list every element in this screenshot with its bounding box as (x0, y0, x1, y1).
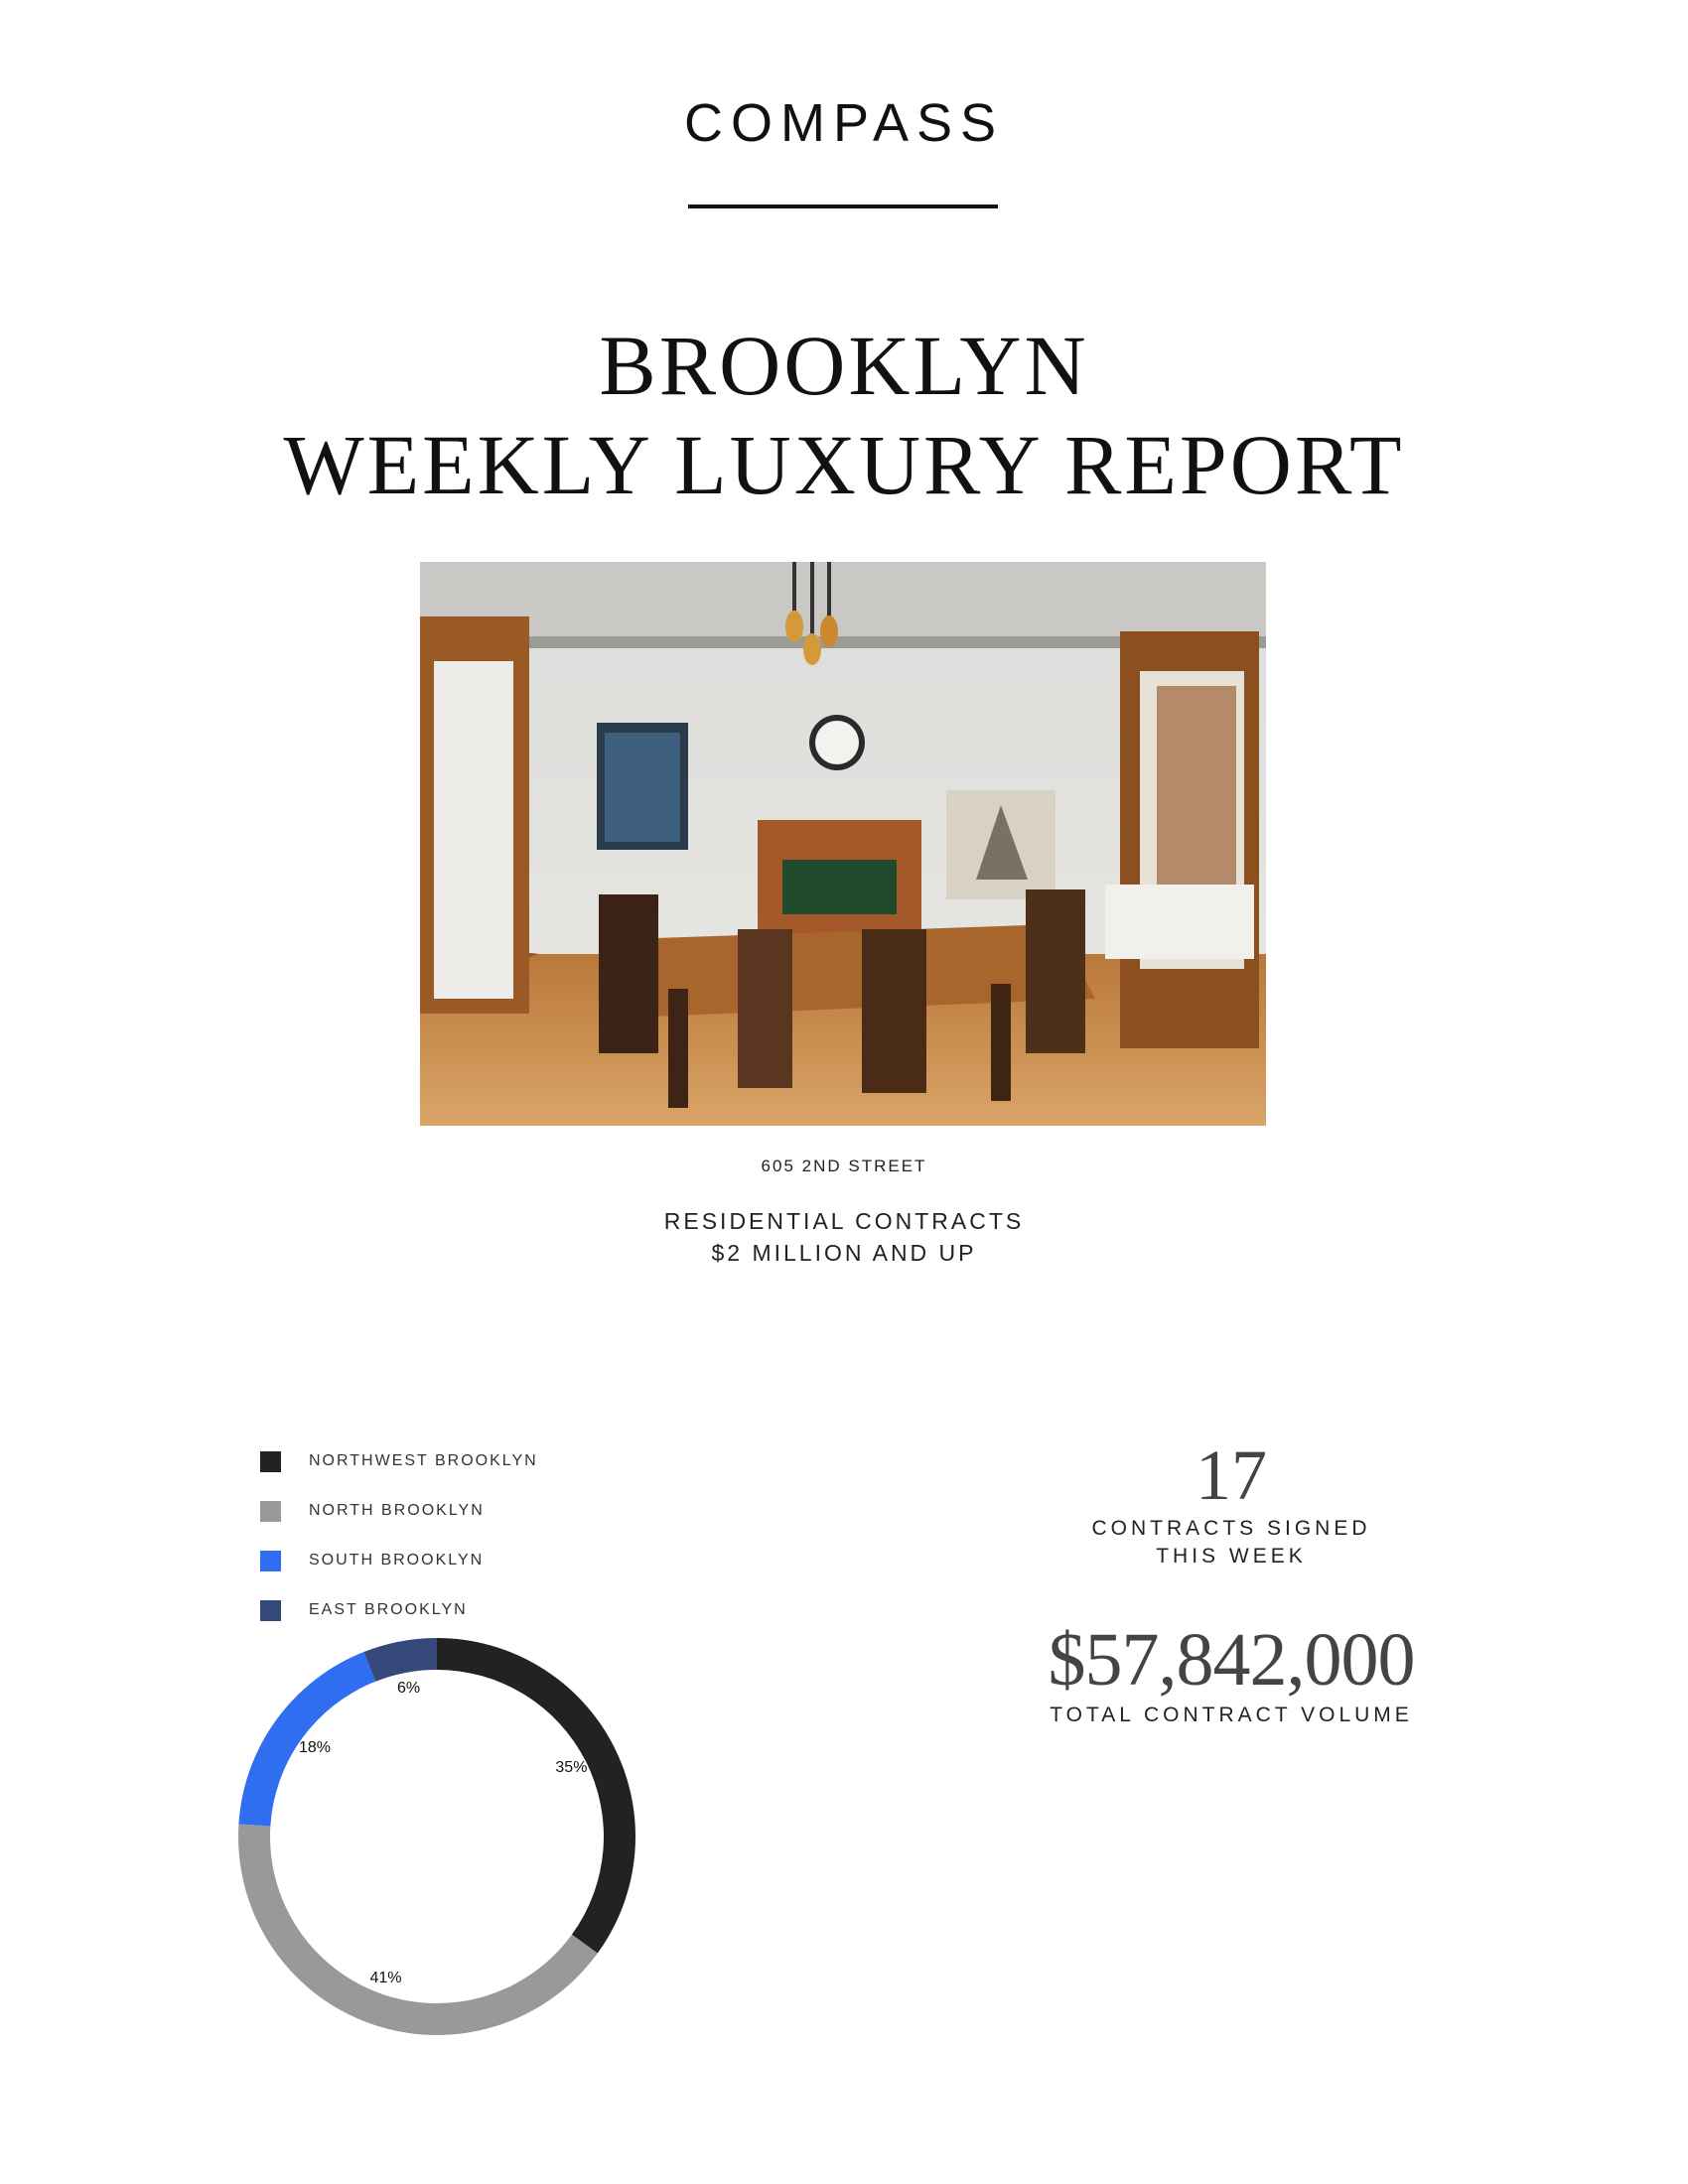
total-volume: $57,842,000 (1048, 1618, 1415, 1702)
contracts-label (1033, 1515, 1430, 1570)
donut-slice-label: 18% (299, 1738, 332, 1756)
legend-swatch (260, 1451, 281, 1472)
photo-caption: 605 2ND STREET (761, 1157, 927, 1175)
legend-item (260, 1436, 538, 1486)
report-subtitle (0, 1205, 1688, 1269)
report-title-line-2: WEEKLY LUXURY REPORT (283, 417, 1405, 512)
compass-logo: COMPASS (683, 93, 1005, 153)
legend-swatch (260, 1551, 281, 1571)
donut-slice (238, 1824, 598, 2035)
contracts-label-line-1: CONTRACTS SIGNED (1091, 1517, 1371, 1540)
dining-room-photo (420, 562, 1266, 1126)
legend-swatch (260, 1501, 281, 1522)
chart-legend (260, 1436, 538, 1635)
legend-label: NORTHWEST BROOKLYN (309, 1452, 538, 1469)
report-subtitle-line-2: $2 MILLION AND UP (711, 1240, 977, 1266)
legend-label: EAST BROOKLYN (309, 1601, 468, 1618)
report-subtitle-line-1: RESIDENTIAL CONTRACTS (663, 1208, 1025, 1234)
contracts-count: 17 (1196, 1435, 1267, 1515)
legend-swatch (260, 1600, 281, 1621)
donut-slice-label: 35% (555, 1759, 588, 1777)
donut-slice (437, 1638, 635, 1954)
total-volume-label: TOTAL CONTRACT VOLUME (1050, 1704, 1413, 1726)
report-title (0, 316, 1688, 514)
legend-item (260, 1536, 538, 1585)
legend-label: NORTH BROOKLYN (309, 1502, 485, 1519)
volume-stat (1033, 1618, 1430, 1729)
legend-label: SOUTH BROOKLYN (309, 1552, 485, 1569)
donut-slice-label: 41% (369, 1970, 402, 1987)
property-photo (420, 562, 1266, 1126)
donut-chart (228, 1628, 645, 2045)
contracts-label-line-2: THIS WEEK (1156, 1545, 1307, 1568)
donut-slice (363, 1638, 437, 1682)
header-divider (688, 205, 998, 208)
contracts-stat (1033, 1435, 1430, 1570)
donut-slice-label: 6% (396, 1679, 421, 1697)
legend-item (260, 1486, 538, 1536)
report-title-line-1: BROOKLYN (599, 318, 1089, 413)
